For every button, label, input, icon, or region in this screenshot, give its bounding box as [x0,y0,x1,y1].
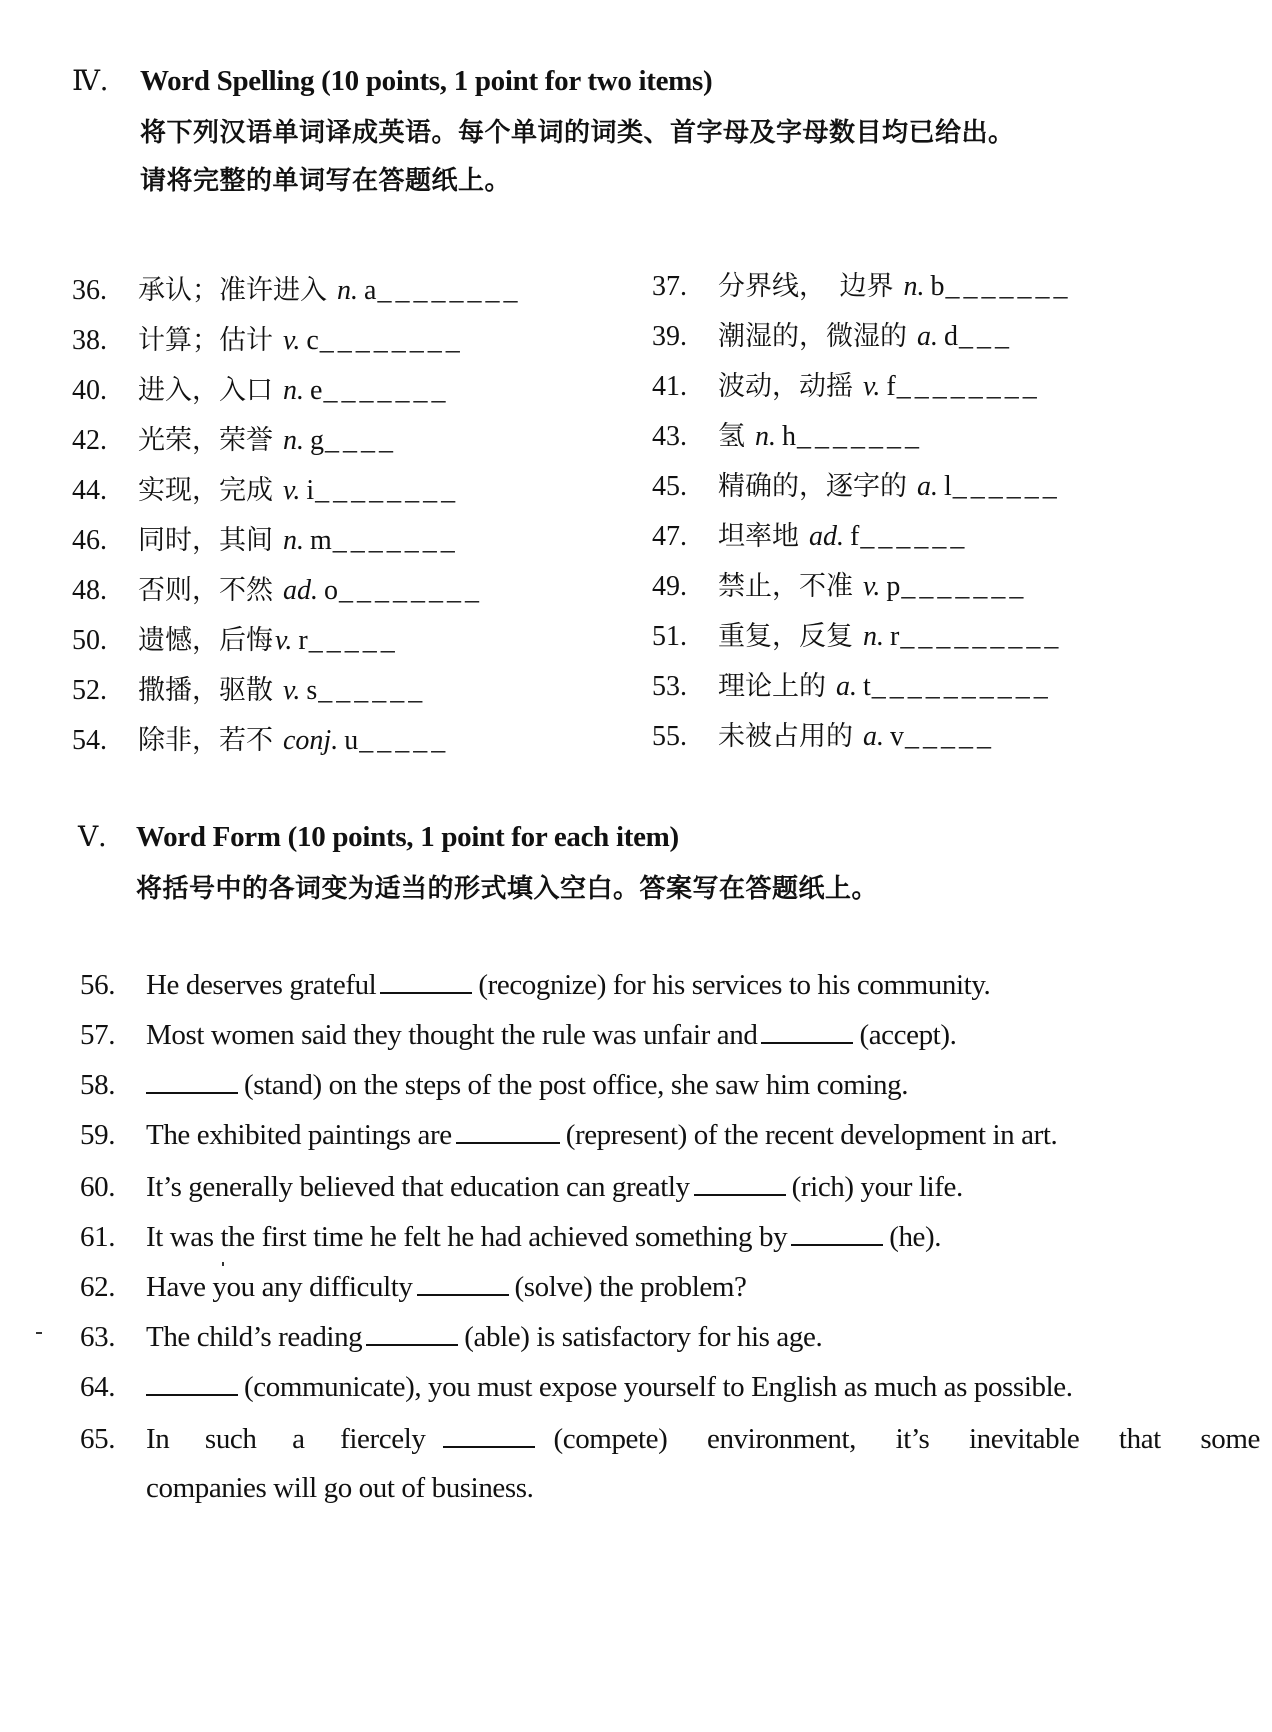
item-number: 38. [72,325,107,356]
item-number: 46. [72,525,107,556]
section-5-instruction: 将括号中的各词变为适当的形式填入空白。答案写在答题纸上。 [136,874,879,904]
part-of-speech: v. [283,675,301,706]
part-of-speech: v. [283,475,301,506]
chinese-meaning: 否则，不然 [138,575,273,606]
item-number: 49. [652,571,687,602]
word-spelling-item-36 [72,268,521,312]
first-letter: h [782,421,796,452]
answer-blank[interactable]: ____ [325,425,397,456]
sentence-after: (represent) of the recent development in art. [565,1119,1058,1151]
item-number: 44. [72,475,107,506]
word-form-item-58 [80,1058,1252,1112]
chinese-meaning: 承认；准许进入 [138,275,327,306]
part-of-speech: ad. [809,521,844,552]
part-of-speech: a. [836,671,857,702]
first-letter: u [344,725,359,756]
first-letter: c [306,325,319,356]
word-spelling-item-52 [72,668,426,712]
sentence-before: Most women said they thought the rule was unfair and [146,1019,758,1051]
section-4-instruction-2: 请将完整的单词写在答题纸上。 [140,166,512,196]
sentence-after: (he). [889,1221,942,1253]
sentence-after: (solve) the problem? [514,1271,747,1303]
word-form-item-65 [80,1412,1260,1466]
word-spelling-item-50 [72,618,399,662]
item-number: 65. [80,1423,116,1455]
answer-blank[interactable] [146,1374,238,1396]
word-form-item-64 [80,1360,1252,1414]
item-number: 52. [72,675,107,706]
item-number: 58. [80,1069,116,1101]
part-of-speech: v. [863,371,881,402]
scan-speck [36,1332,42,1334]
part-of-speech: n. [903,271,925,302]
answer-blank[interactable] [791,1224,883,1246]
part-of-speech: a. [863,721,884,752]
word-form-item-65-continuation: companies will go out of business. [146,1472,534,1504]
sentence-after: (rich) your life. [791,1171,963,1203]
part-of-speech: n. [863,621,884,652]
first-letter: m [310,525,332,556]
chinese-meaning: 同时，其间 [138,525,273,556]
chinese-meaning: 潮湿的，微湿的 [718,321,907,352]
item-number: 64. [80,1371,116,1403]
first-letter: l [944,471,952,502]
word-spelling-item-54 [72,718,449,762]
sentence-before: It was the first time he felt he had achieved something by [146,1221,788,1253]
chinese-meaning: 实现，完成 [138,475,273,506]
word-form-item-57 [80,1008,1252,1062]
item-number: 56. [80,969,116,1001]
chinese-meaning: 计算；估计 [138,325,273,356]
item-number: 59. [80,1119,116,1151]
item-number: 47. [652,521,687,552]
item-number: 36. [72,275,107,306]
chinese-meaning: 精确的，逐字的 [718,471,907,502]
answer-blank[interactable] [761,1022,853,1044]
answer-blank[interactable]: ________ [319,325,464,356]
part-of-speech: a. [917,321,938,352]
answer-blank[interactable]: _______ [901,571,1028,602]
first-letter: o [324,575,338,606]
first-letter: b [930,271,945,302]
first-letter: d [944,321,958,352]
word-spelling-item-43 [652,414,923,458]
word-spelling-item-41 [652,364,1041,408]
chinese-meaning: 光荣，荣誉 [138,425,273,456]
answer-blank[interactable]: _____ [359,725,450,756]
first-letter: i [306,475,315,506]
answer-blank[interactable]: ________ [896,371,1041,402]
chinese-meaning: 禁止，不准 [718,571,853,602]
word-form-item-62 [80,1260,1252,1314]
answer-blank[interactable] [366,1324,458,1346]
sentence-before: The exhibited paintings are [146,1119,452,1151]
first-letter: a [364,275,377,306]
part-of-speech: n. [283,375,304,406]
word-form-item-59 [80,1108,1252,1162]
word-form-item-56 [80,958,1252,1012]
item-number: 41. [652,371,687,402]
section-5-heading [78,820,679,854]
item-number: 48. [72,575,107,606]
part-of-speech: n. [755,421,776,452]
first-letter: s [306,675,318,706]
chinese-meaning: 撒播，驱散 [138,675,273,706]
sentence-after: (compete) environment, it’s inevitable that some [553,1423,1261,1455]
chinese-meaning: 未被占用的 [718,721,853,752]
first-letter: e [310,375,323,406]
part-of-speech: v. [863,571,881,602]
chinese-meaning: 坦率地 [718,521,799,552]
word-spelling-item-46 [72,518,459,562]
item-number: 43. [652,421,687,452]
item-number: 50. [72,625,107,656]
sentence-before: He deserves grateful [146,969,377,1001]
sentence-after: (able) is satisfactory for his age. [464,1321,823,1353]
item-number: 54. [72,725,107,756]
answer-blank[interactable] [380,972,472,994]
word-form-item-60 [80,1160,1252,1214]
word-spelling-item-55 [652,714,995,758]
answer-blank[interactable]: ___ [959,321,1013,352]
item-number: 45. [652,471,687,502]
answer-blank[interactable]: _______ [945,271,1072,302]
answer-blank[interactable]: ________ [315,475,460,506]
sentence-after: (communicate), you must expose yourself to English as much as possible. [244,1371,1073,1403]
chinese-meaning: 遗憾，后悔 [138,625,273,656]
item-number: 51. [652,621,687,652]
word-spelling-item-51 [652,614,1062,658]
first-letter: r [890,621,900,652]
sentence-before: In such a fiercely [146,1423,426,1455]
item-number: 60. [80,1171,116,1203]
first-letter: f [886,371,896,402]
sentence-before: The child’s reading [146,1321,363,1353]
section-5-roman: Ⅴ. [78,820,107,853]
item-number: 53. [652,671,687,702]
chinese-meaning: 理论上的 [718,671,826,702]
item-number: 40. [72,375,107,406]
part-of-speech: v. [275,625,293,656]
item-number: 42. [72,425,107,456]
sentence-before: Have you any difficulty [146,1271,413,1303]
answer-blank[interactable] [417,1274,509,1296]
word-spelling-item-37 [652,264,1072,308]
first-letter: g [310,425,324,456]
first-letter: f [850,521,860,552]
first-letter: r [298,625,308,656]
item-number: 55. [652,721,687,752]
word-spelling-item-39 [652,314,1013,358]
answer-blank[interactable]: _____ [308,625,399,656]
part-of-speech: n. [337,275,358,306]
part-of-speech: n. [283,525,304,556]
answer-blank[interactable]: _______ [323,375,450,406]
answer-blank[interactable] [146,1072,238,1094]
answer-blank[interactable] [456,1122,560,1144]
answer-blank[interactable]: _____ [905,721,995,752]
answer-blank[interactable]: _______ [332,525,459,556]
word-spelling-item-42 [72,418,397,462]
section-4-roman: Ⅳ. [72,64,109,97]
item-number: 39. [652,321,687,352]
answer-blank[interactable]: _______ [797,421,923,452]
word-form-item-61 [80,1210,1252,1264]
chinese-meaning: 分界线， 边界 [718,271,894,302]
chinese-meaning: 氢 [718,421,745,452]
answer-blank[interactable]: ______ [860,521,969,552]
word-spelling-item-47 [652,514,968,558]
word-spelling-item-38 [72,318,464,362]
word-spelling-item-49 [652,564,1027,608]
section-4-title: Word Spelling (10 points, 1 point for two items) [140,65,713,97]
section-5-title: Word Form (10 points, 1 point for each item) [136,821,679,853]
word-spelling-item-44 [72,468,459,512]
item-number: 57. [80,1019,116,1051]
chinese-meaning: 除非，若不 [138,725,273,756]
first-letter: p [886,571,901,602]
chinese-meaning: 重复，反复 [718,621,853,652]
answer-blank[interactable] [443,1426,535,1448]
word-spelling-item-45 [652,464,1061,508]
item-number: 37. [652,271,687,302]
word-form-item-63 [80,1310,1252,1364]
item-number: 61. [80,1221,116,1253]
part-of-speech: v. [283,325,301,356]
word-spelling-item-48 [72,568,483,612]
sentence-before: It’s generally believed that education can greatly [146,1171,690,1203]
answer-blank[interactable]: ________ [377,275,522,306]
chinese-meaning: 进入，入口 [138,375,273,406]
answer-blank[interactable]: __________ [871,671,1052,702]
part-of-speech: conj. [283,725,339,756]
sentence-after: (stand) on the steps of the post office, she saw him coming. [244,1069,909,1101]
answer-blank[interactable]: ______ [318,675,427,706]
part-of-speech: n. [283,425,304,456]
word-spelling-item-40 [72,368,449,412]
item-number: 63. [80,1321,116,1353]
item-number: 62. [80,1271,116,1303]
part-of-speech: a. [917,471,938,502]
chinese-meaning: 波动，动摇 [718,371,853,402]
part-of-speech: ad. [283,575,318,606]
answer-blank[interactable] [694,1174,786,1196]
answer-blank[interactable]: ______ [952,471,1061,502]
answer-blank[interactable]: _________ [900,621,1063,652]
sentence-after: (recognize) for his services to his community. [478,969,991,1001]
sentence-after: (accept). [859,1019,957,1051]
answer-blank[interactable]: ________ [339,575,483,606]
word-spelling-item-53 [652,664,1052,708]
section-4-instruction-1: 将下列汉语单词译成英语。每个单词的词类、首字母及字母数目均已给出。 [140,118,1015,148]
first-letter: v [890,721,904,752]
section-4-heading [72,64,712,98]
first-letter: t [863,671,871,702]
